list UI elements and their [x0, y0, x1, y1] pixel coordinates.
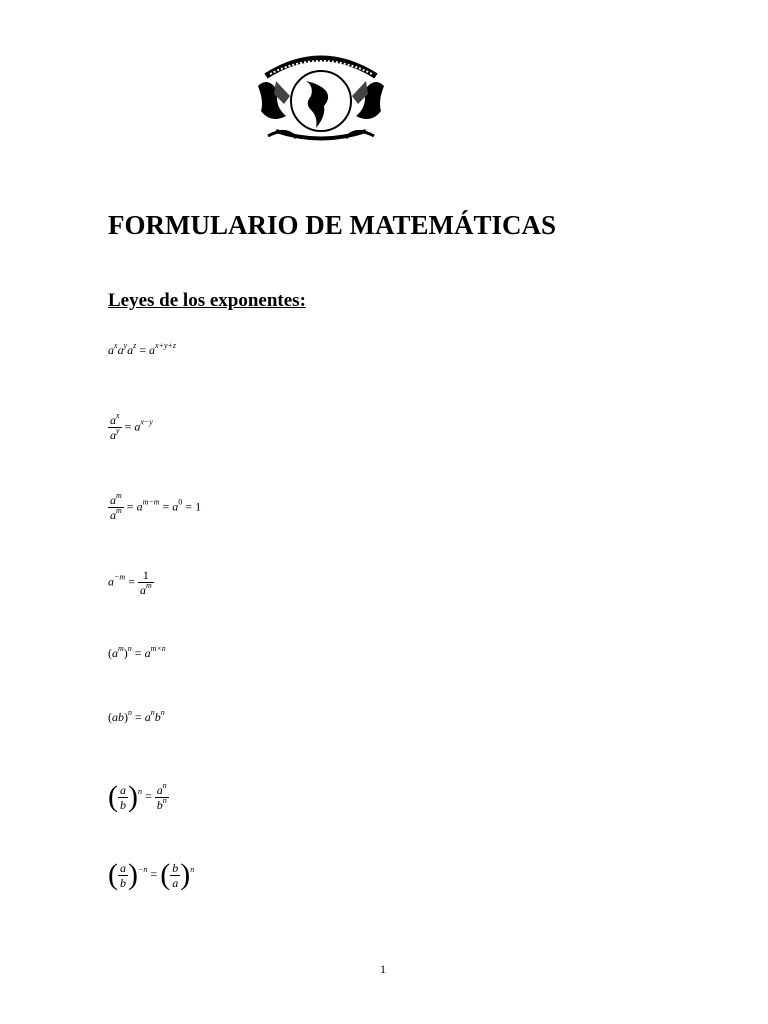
- university-seal-logo: [256, 46, 386, 146]
- page-title: FORMULARIO DE MATEMÁTICAS: [108, 210, 557, 240]
- section-heading: Leyes de los exponentes:: [108, 290, 306, 311]
- formula-power-of-quotient: ( $\frac{a}{b}$ )$^n$ = $\frac{a^n}{b^n}$: [108, 780, 167, 813]
- formula-power-of-power: $(a^m)^n = a^{m\times n}$: [108, 644, 166, 660]
- formula-zero-exponent: $\frac{a^m}{a^m}$ = $a^{m-m} = a^0 = 1$: [110, 491, 202, 522]
- formula-negative-power-of-quotient: ( $\frac{a}{b}$ )$^{-n}$ = ( $\frac{b}{a}$ )$^n$: [108, 858, 195, 891]
- formula-quotient-of-powers: $\frac{a^x}{a^y}$ = $a^{x-y}$: [110, 411, 153, 442]
- formula-product-of-powers: $a^xa^ya^z = a^{x+y+z}$: [108, 341, 177, 357]
- formula-negative-exponent: $a^{-m}$ = $\frac{1}{a^m}$: [108, 568, 152, 597]
- formula-power-of-product: $(ab)^n = a^nb^n$: [108, 708, 165, 724]
- page-number: 1: [380, 962, 386, 976]
